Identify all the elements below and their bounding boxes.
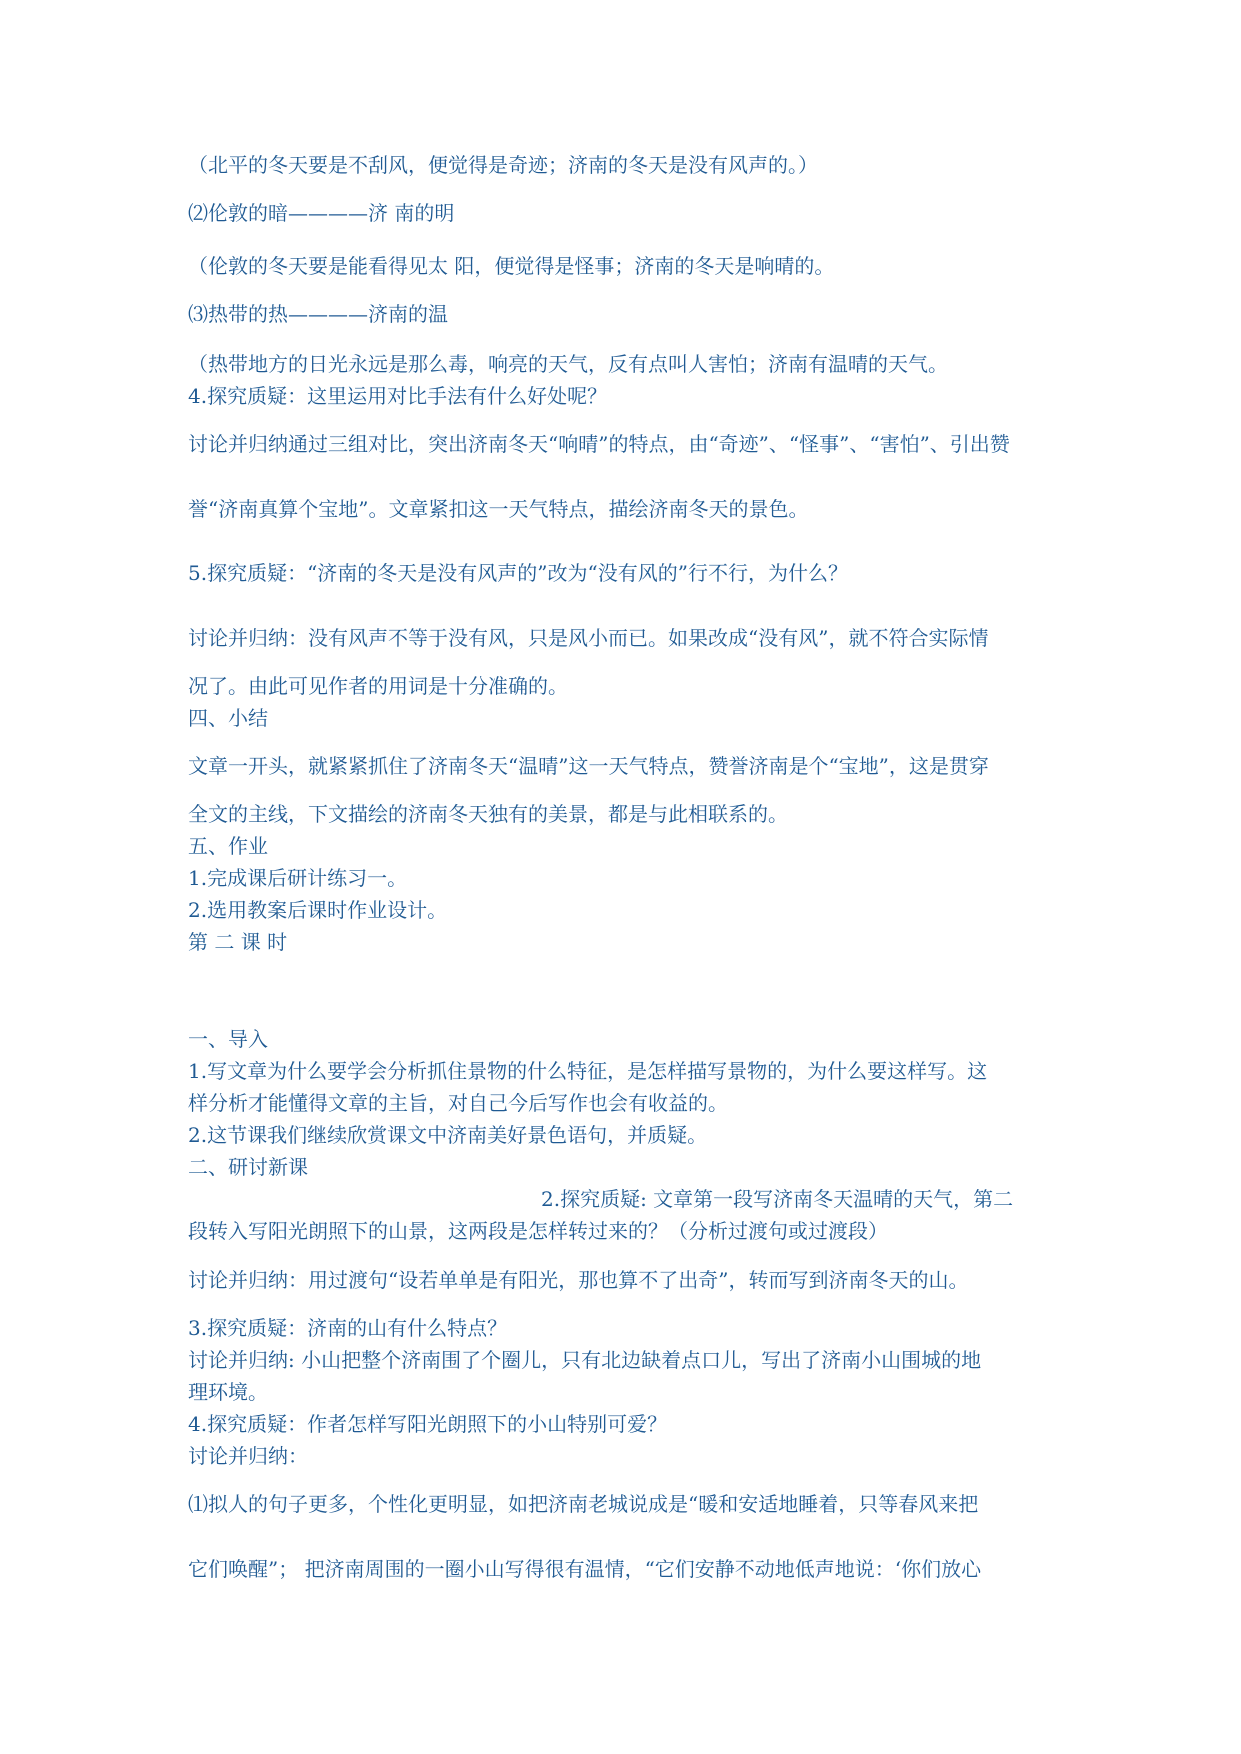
text-line: 1.写文章为什么要学会分析抓住景物的什么特征，是怎样描写景物的，为什么要这样写。这 — [188, 1059, 988, 1083]
text-line: ⑶热带的热————济南的温 — [188, 302, 448, 326]
list-item: 1.完成课后研计练习一。 — [188, 866, 408, 890]
text-line: 5.探究质疑：“济南的冬天是没有风声的”改为“没有风的”行不行，为什么？ — [188, 561, 848, 585]
section-heading: 五、作业 — [188, 834, 268, 858]
text-line: 誉“济南真算个宝地”。文章紧扣这一天气特点，描绘济南冬天的景色。 — [188, 497, 809, 521]
section-heading: 一、导入 — [188, 1027, 268, 1051]
text-line: 4.探究质疑：这里运用对比手法有什么好处呢？ — [188, 384, 608, 408]
text-line: （热带地方的日光永远是那么毒，响亮的天气，反有点叫人害怕；济南有温晴的天气。 — [188, 352, 948, 376]
text-line: 它们唤醒”； 把济南周围的一圈小山写得很有温情，“它们安静不动地低声地说：‘你们放心 — [188, 1557, 982, 1581]
text-line: 4.探究质疑：作者怎样写阳光朗照下的小山特别可爱？ — [188, 1412, 668, 1436]
text-line: 文章一开头，就紧紧抓住了济南冬天“温晴”这一天气特点，赞誉济南是个“宝地”，这是贯穿 — [188, 754, 989, 778]
section-heading: 二、研讨新课 — [188, 1155, 308, 1179]
text-line: ⑵伦敦的暗————济 南的明 — [188, 201, 455, 225]
text-line: 全文的主线，下文描绘的济南冬天独有的美景，都是与此相联系的。 — [188, 802, 788, 826]
text-line: 2.探究质疑: 文章第一段写济南冬天温晴的天气，第二 — [541, 1187, 1014, 1211]
text-line: 况了。由此可见作者的用词是十分准确的。 — [188, 674, 568, 698]
text-line: 3.探究质疑：济南的山有什么特点？ — [188, 1316, 508, 1340]
text-line: 段转入写阳光朗照下的山景，这两段是怎样转过来的？（分析过渡句或过渡段） — [188, 1219, 888, 1243]
text-line: 2.这节课我们继续欣赏课文中济南美好景色语句，并质疑。 — [188, 1123, 708, 1147]
list-item: 2.选用教案后课时作业设计。 — [188, 898, 448, 922]
text-line: 讨论并归纳: 小山把整个济南围了个圈儿，只有北边缺着点口儿，写出了济南小山围城的地 — [188, 1348, 982, 1372]
text-line: （北平的冬天要是不刮风，便觉得是奇迹；济南的冬天是没有风声的。） — [188, 153, 818, 177]
text-line: 讨论并归纳通过三组对比，突出济南冬天“响晴”的特点，由“奇迹”、“怪事”、“害怕”、引出赞 — [188, 432, 1010, 456]
text-line: 讨论并归纳： — [188, 1444, 308, 1468]
text-line: （伦敦的冬天要是能看得见太 阳，便觉得是怪事；济南的冬天是响晴的。 — [188, 254, 835, 278]
text-line: 讨论并归纳：没有风声不等于没有风，只是风小而已。如果改成“没有风”，就不符合实际情 — [188, 626, 989, 650]
section-heading: 四、小结 — [188, 706, 268, 730]
text-line: 理环境。 — [188, 1380, 268, 1404]
text-line: 讨论并归纳：用过渡句“设若单单是有阳光，那也算不了出奇”，转而写到济南冬天的山。 — [188, 1268, 969, 1292]
text-line: 样分析才能懂得文章的主旨，对自己今后写作也会有收益的。 — [188, 1091, 728, 1115]
lesson-heading: 第 二 课 时 — [188, 930, 288, 954]
text-line: ⑴拟人的句子更多，个性化更明显，如把济南老城说成是“暖和安适地睡着，只等春风来把 — [188, 1492, 979, 1516]
